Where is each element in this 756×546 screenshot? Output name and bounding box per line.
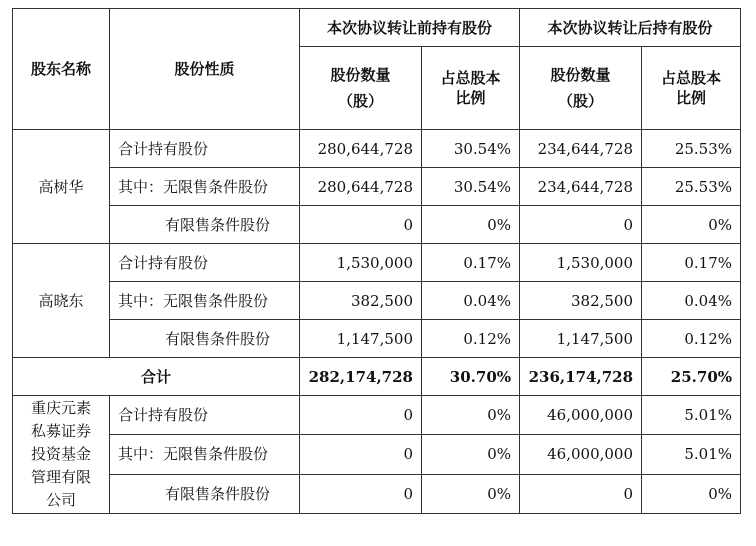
- fund-name-line: 重庆元素: [30, 399, 91, 417]
- after-pct: 5.01%: [642, 396, 741, 435]
- before-qty: 1,147,500: [300, 320, 422, 358]
- table-row: [13, 435, 741, 474]
- after-qty: 234,644,728: [520, 130, 642, 168]
- header-ratio-line1: 占总股本: [661, 69, 722, 87]
- header-shareholder-name: 股东名称: [13, 9, 110, 130]
- table-row: [13, 474, 741, 513]
- holder-name: 高晓东: [13, 244, 110, 358]
- after-qty: 234,644,728: [520, 168, 642, 206]
- before-qty: 382,500: [300, 282, 422, 320]
- after-pct: 25.53%: [642, 130, 741, 168]
- total-before-pct: 30.70%: [422, 358, 520, 396]
- share-nature: 有限售条件股份: [110, 320, 300, 358]
- share-nature: 合计持有股份: [110, 396, 300, 435]
- holder-name: 高树华: [13, 130, 110, 244]
- after-qty: 46,000,000: [520, 396, 642, 435]
- header-qty-line2: （股）: [558, 92, 604, 110]
- after-pct: 5.01%: [642, 435, 741, 474]
- before-pct: 0%: [422, 396, 520, 435]
- header-qty-line1: 股份数量: [330, 66, 391, 84]
- after-pct: 0.12%: [642, 320, 741, 358]
- before-qty: 0: [300, 206, 422, 244]
- fund-name-line: 公司: [45, 491, 76, 509]
- header-ratio-line1: 占总股本: [440, 69, 501, 87]
- header-after-qty: [520, 47, 642, 130]
- header-ratio-line2: 比例: [455, 89, 486, 107]
- before-pct: 0%: [422, 474, 520, 513]
- header-after-transfer: 本次协议转让后持有股份: [520, 9, 741, 47]
- share-nature: 有限售条件股份: [110, 474, 300, 513]
- share-nature: 其中：无限售条件股份: [110, 435, 300, 474]
- share-nature: 其中：无限售条件股份: [110, 282, 300, 320]
- header-before-qty: [300, 47, 422, 130]
- fund-name-line: 管理有限: [30, 468, 91, 486]
- after-pct: 0.04%: [642, 282, 741, 320]
- before-qty: 1,530,000: [300, 244, 422, 282]
- total-before-qty: 282,174,728: [300, 358, 422, 396]
- before-pct: 0.12%: [422, 320, 520, 358]
- share-nature: 合计持有股份: [110, 244, 300, 282]
- table-row: [13, 320, 741, 358]
- before-qty: 0: [300, 396, 422, 435]
- table-row: [13, 282, 741, 320]
- share-nature: 合计持有股份: [110, 130, 300, 168]
- before-pct: 0%: [422, 206, 520, 244]
- before-qty: 280,644,728: [300, 168, 422, 206]
- header-before-transfer: 本次协议转让前持有股份: [300, 9, 520, 47]
- total-after-qty: 236,174,728: [520, 358, 642, 396]
- table-row: [13, 396, 741, 435]
- table-row: [13, 130, 741, 168]
- total-label: 合计: [13, 358, 300, 396]
- fund-name: [13, 396, 110, 514]
- shareholding-table: [12, 8, 741, 514]
- header-qty-line2: （股）: [337, 92, 383, 110]
- share-nature: 其中：无限售条件股份: [110, 168, 300, 206]
- header-ratio-line2: 比例: [676, 89, 707, 107]
- before-qty: 0: [300, 435, 422, 474]
- before-pct: 0%: [422, 435, 520, 474]
- header-qty-line1: 股份数量: [550, 66, 611, 84]
- fund-name-line: 私募证券: [30, 422, 91, 440]
- fund-name-line: 投资基金: [30, 445, 91, 463]
- after-qty: 1,530,000: [520, 244, 642, 282]
- total-row: [13, 358, 741, 396]
- before-qty: 280,644,728: [300, 130, 422, 168]
- share-nature: 有限售条件股份: [110, 206, 300, 244]
- before-pct: 0.04%: [422, 282, 520, 320]
- after-pct: 0.17%: [642, 244, 741, 282]
- after-qty: 46,000,000: [520, 435, 642, 474]
- after-pct: 0%: [642, 206, 741, 244]
- header-before-ratio: [422, 47, 520, 130]
- header-after-ratio: [642, 47, 741, 130]
- after-qty: 382,500: [520, 282, 642, 320]
- after-qty: 1,147,500: [520, 320, 642, 358]
- after-qty: 0: [520, 206, 642, 244]
- before-pct: 30.54%: [422, 168, 520, 206]
- header-share-nature: 股份性质: [110, 9, 300, 130]
- after-pct: 25.53%: [642, 168, 741, 206]
- before-qty: 0: [300, 474, 422, 513]
- before-pct: 0.17%: [422, 244, 520, 282]
- table-row: [13, 168, 741, 206]
- after-qty: 0: [520, 474, 642, 513]
- total-after-pct: 25.70%: [642, 358, 741, 396]
- before-pct: 30.54%: [422, 130, 520, 168]
- table-row: [13, 206, 741, 244]
- after-pct: 0%: [642, 474, 741, 513]
- table-row: [13, 244, 741, 282]
